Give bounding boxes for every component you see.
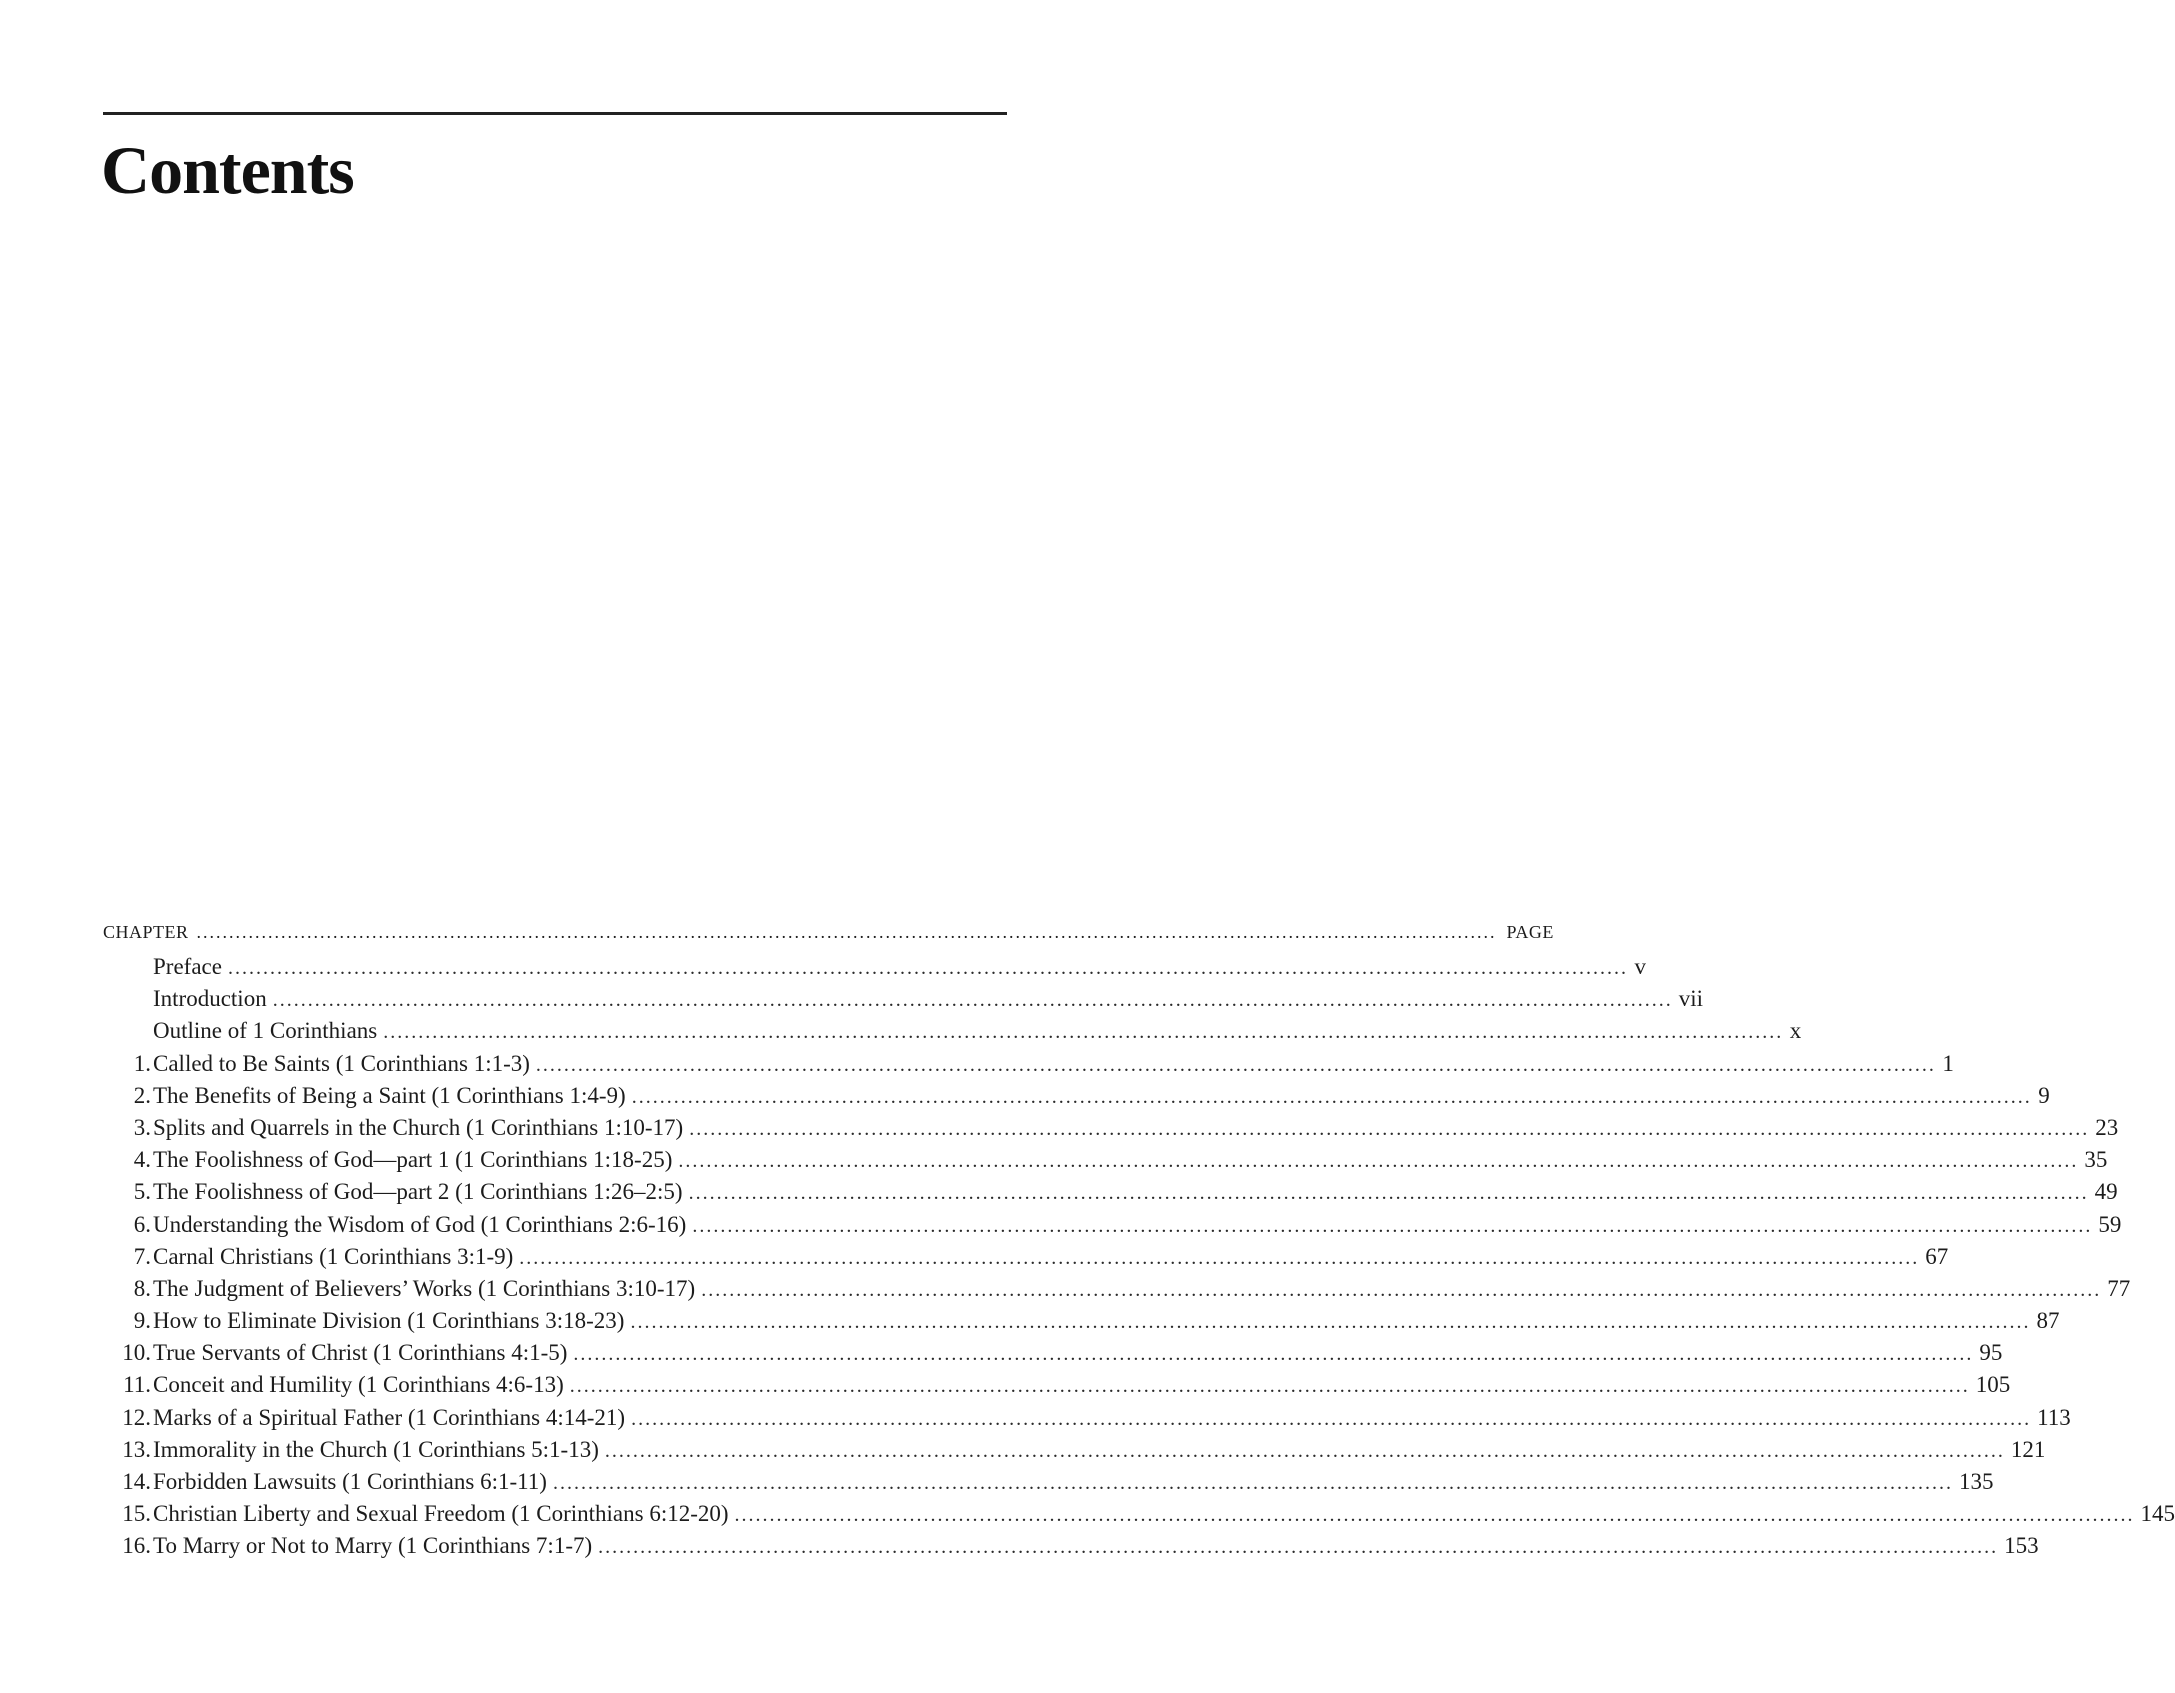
dot-leader: ........................................................................................................................................................................................................ <box>678 1150 2079 1173</box>
page-column-label: PAGE <box>1506 922 1554 942</box>
chapter-column-label: CHAPTER <box>103 922 189 942</box>
toc-entry <box>103 954 1646 986</box>
entry-title: The Foolishness of God—part 1 (1 Corinthians 1:18-25) <box>153 1147 673 1173</box>
entry-page-number: 59 <box>2098 1211 2122 1237</box>
entry-number: 8. <box>133 1275 151 1301</box>
entry-page-number: 77 <box>2107 1275 2131 1301</box>
dot-leader: ........................................................................................................................................................................................................ <box>569 1375 1970 1398</box>
entry-number: 11. <box>123 1372 151 1398</box>
dot-leader: ........................................................................................................................................................................................................ <box>535 1053 1936 1076</box>
toc-entry <box>103 1050 1954 1083</box>
entry-number: 4. <box>133 1147 151 1173</box>
entry-title: Preface <box>153 954 222 979</box>
entry-page-number: 153 <box>2004 1533 2039 1559</box>
toc-entry <box>103 1211 2122 1244</box>
toc-entries <box>103 954 2175 1566</box>
dot-leader: ........................................................................................................................................................................................................ <box>630 1311 2031 1334</box>
entry-page-number: v <box>1634 954 1646 979</box>
entry-number: 16. <box>122 1533 151 1559</box>
entry-title: Outline of 1 Corinthians <box>153 1018 378 1044</box>
toc-entry <box>103 1243 1949 1276</box>
page-title: Contents <box>101 132 354 208</box>
entry-page-number: vii <box>1678 986 1703 1012</box>
dot-leader: ........................................................................................................................................................................................................ <box>272 989 1673 1012</box>
dot-leader: ........................................................................................................................................................................................................ <box>692 1214 2093 1237</box>
dot-leader: ........................................................................................................................................................................................................ <box>631 1085 2032 1108</box>
toc-entry <box>103 986 1703 1018</box>
entry-page-number: 49 <box>2094 1179 2118 1205</box>
toc-entry <box>103 1501 2175 1533</box>
entry-title: Marks of a Spiritual Father (1 Corinthians 4:14-21) <box>153 1404 626 1430</box>
entry-number: 12. <box>122 1404 151 1430</box>
toc-entry <box>103 1436 2046 1469</box>
toc-entry <box>103 1147 2108 1179</box>
toc-header <box>103 922 1554 954</box>
entry-page-number: 67 <box>1925 1243 1949 1269</box>
dot-leader: ........................................................................................................................................................................................................ <box>227 957 1628 979</box>
entry-page-number: 95 <box>1979 1340 2003 1366</box>
entry-title: True Servants of Christ (1 Corinthians 4:1-5) <box>153 1340 568 1366</box>
dot-leader: ........................................................................................................................................................................................................ <box>631 1407 2032 1430</box>
toc-entry <box>103 1018 1802 1050</box>
entry-page-number: 9 <box>2038 1082 2050 1108</box>
entry-title: Conceit and Humility (1 Corinthians 4:6-13) <box>153 1372 564 1398</box>
dot-leader: ........................................................................................................................................................................................................ <box>383 1021 1784 1044</box>
entry-number: 15. <box>122 1501 151 1527</box>
toc-entry <box>103 1082 2050 1115</box>
dot-leader: ........................................................................................................................................................................................................ <box>604 1439 2005 1462</box>
entry-title: How to Eliminate Division (1 Corinthians 3:18-23) <box>153 1308 625 1334</box>
toc-entry <box>103 1469 1994 1501</box>
entry-page-number: 121 <box>2010 1436 2046 1462</box>
entry-number: 9. <box>133 1308 151 1334</box>
entry-page-number: 1 <box>1942 1050 1954 1076</box>
entry-page-number: 35 <box>2084 1147 2108 1173</box>
entry-number: 5. <box>133 1179 151 1205</box>
toc-entry <box>103 1275 2131 1308</box>
entry-number: 3. <box>133 1114 151 1140</box>
toc-entry <box>103 1404 2071 1437</box>
entry-number: 13. <box>122 1436 151 1462</box>
dot-leader: ........................................................................................................................................................................................................ <box>688 1182 2089 1205</box>
table-of-contents <box>103 922 2175 1566</box>
entry-title: Immorality in the Church (1 Corinthians 5:1-13) <box>153 1436 599 1462</box>
entry-number: 2. <box>133 1082 151 1108</box>
toc-entry <box>103 1179 2118 1211</box>
toc-entry <box>103 1533 2039 1565</box>
entry-title: Carnal Christians (1 Corinthians 3:1-9) <box>153 1243 514 1269</box>
dot-leader: ........................................................................................................................................................................................................ <box>689 1117 2090 1140</box>
entry-title: Introduction <box>153 986 267 1012</box>
entry-title: Christian Liberty and Sexual Freedom (1 Corinthians 6:12-20) <box>153 1501 729 1527</box>
dot-leader: ........................................................................................................................................................................................................ <box>598 1536 1999 1559</box>
entry-page-number: 87 <box>2036 1308 2060 1334</box>
entry-page-number: 113 <box>2037 1404 2071 1430</box>
entry-number: 6. <box>133 1211 151 1237</box>
entry-page-number: 105 <box>1975 1372 2011 1398</box>
top-rule <box>103 112 1007 115</box>
dot-leader: ........................................................................................................................................................................................................ <box>573 1343 1974 1366</box>
dot-leader: ........................................................................................................................................................................................................ <box>519 1246 1920 1269</box>
entry-title: Called to Be Saints (1 Corinthians 1:1-3) <box>153 1050 530 1076</box>
entry-title: Splits and Quarrels in the Church (1 Corinthians 1:10-17) <box>153 1114 684 1140</box>
entry-title: The Benefits of Being a Saint (1 Corinthians 1:4-9) <box>153 1082 626 1108</box>
entry-title: Understanding the Wisdom of God (1 Corinthians 2:6-16) <box>153 1211 687 1237</box>
entry-title: Forbidden Lawsuits (1 Corinthians 6:1-11) <box>153 1469 547 1494</box>
dot-leader: ........................................................................................................................................................................................................ <box>734 1504 2135 1527</box>
entry-number: 7. <box>133 1243 151 1269</box>
entry-number: 1. <box>133 1050 151 1076</box>
entry-number: 14. <box>122 1469 151 1494</box>
toc-entry <box>103 1372 2011 1404</box>
dot-leader: ........................................................................................................................................................................................................ <box>701 1278 2102 1301</box>
entry-title: The Judgment of Believers’ Works (1 Corinthians 3:10-17) <box>153 1275 696 1301</box>
entry-page-number: 145 <box>2140 1501 2175 1527</box>
dot-leader: ........................................................................................................................................................................................................ <box>196 922 1497 942</box>
entry-title: To Marry or Not to Marry (1 Corinthians 7:1-7) <box>153 1533 593 1559</box>
toc-entry <box>103 1114 2119 1147</box>
entry-page-number: 23 <box>2095 1114 2119 1140</box>
entry-page-number: x <box>1789 1018 1802 1044</box>
toc-entry <box>103 1308 2060 1340</box>
toc-entry <box>103 1340 2003 1372</box>
entry-title: The Foolishness of God—part 2 (1 Corinthians 1:26–2:5) <box>153 1179 683 1205</box>
entry-number: 10. <box>122 1340 151 1366</box>
dot-leader: ........................................................................................................................................................................................................ <box>552 1472 1953 1494</box>
entry-page-number: 135 <box>1958 1469 1994 1494</box>
